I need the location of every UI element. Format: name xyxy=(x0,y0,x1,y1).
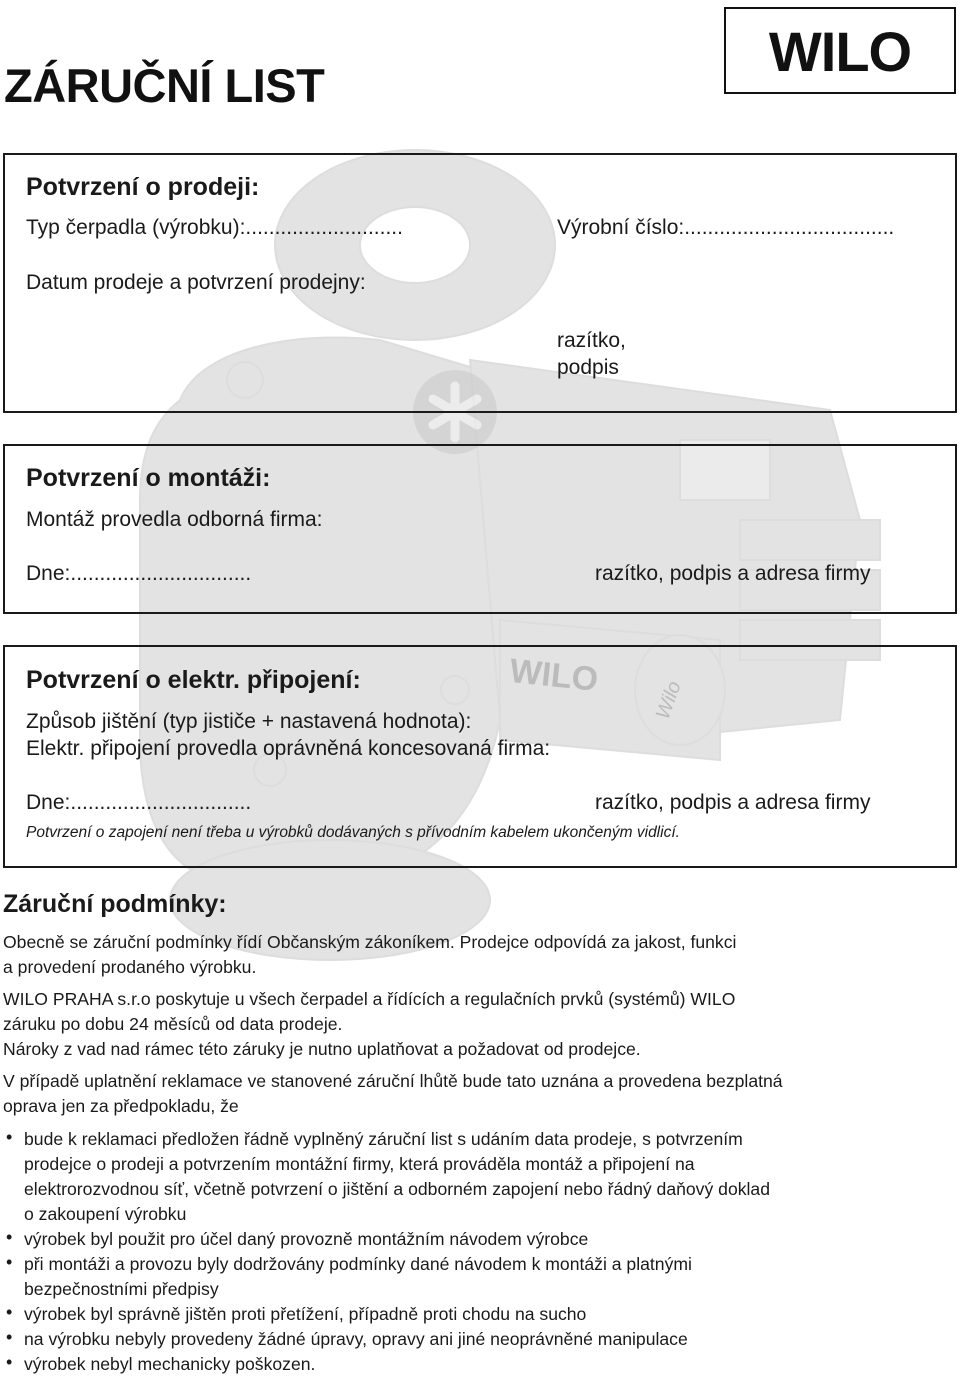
installation-date-field[interactable]: Dne:............................... xyxy=(26,562,252,585)
conditions-p2-line1: WILO PRAHA s.r.o poskytuje u všech čerpadel a řídících a regulačních prvků (systémů) WILO xyxy=(3,989,736,1009)
conditions-p2-line3: Nároky z vad nad rámec této záruky je nutno uplatňovat a požadovat od prodejce. xyxy=(3,1039,641,1059)
logo-text: WILO xyxy=(768,20,912,83)
conditions-p1-line2: a provedení prodaného výrobku. xyxy=(3,957,257,977)
bullet-5-marker: • xyxy=(6,1327,13,1347)
sale-stamp-label-2: podpis xyxy=(557,356,619,379)
electrical-date-field[interactable]: Dne:............................... xyxy=(26,791,252,814)
bullet-4-line1: výrobek byl správně jištěn proti přetížení, případně proti chodu na sucho xyxy=(24,1304,587,1324)
bullet-1-line3: elektrorozvodnou síť, včetně potvrzení o jištění a odborném zapojení nebo řádný daňový doklad xyxy=(24,1179,770,1199)
bullet-2-line1: výrobek byl použit pro účel daný provozně montážním návodem výrobce xyxy=(24,1229,589,1249)
bullet-2-marker: • xyxy=(6,1227,13,1247)
conditions-p3-line2: oprava jen za předpokladu, že xyxy=(3,1096,239,1116)
electrical-heading: Potvrzení o elektr. připojení: xyxy=(26,666,361,694)
bullet-3-line2: bezpečnostními předpisy xyxy=(24,1279,219,1299)
bullet-1-line4: o zakoupení výrobku xyxy=(24,1204,187,1224)
page-title: ZÁRUČNÍ LIST xyxy=(4,59,325,112)
conditions-p1-line1: Obecně se záruční podmínky řídí Občanským zákoníkem. Prodejce odpovídá za jakost, funkci xyxy=(3,932,737,952)
bullet-3-line1: při montáži a provozu byly dodržovány podmínky dané návodem k montáži a platnými xyxy=(24,1254,692,1274)
conditions-p3-line1: V případě uplatnění reklamace ve stanovené záruční lhůtě bude tato uznána a provedena bezplatná xyxy=(3,1071,783,1091)
wilo-logo xyxy=(724,7,956,94)
pump-watermark-label: WILO xyxy=(507,651,601,700)
sale-heading: Potvrzení o prodeji: xyxy=(26,173,260,201)
bullet-3-marker: • xyxy=(6,1252,13,1272)
sale-date-field[interactable]: Datum prodeje a potvrzení prodejny: xyxy=(26,271,366,294)
installation-company-field[interactable]: Montáž provedla odborná firma: xyxy=(26,508,323,531)
electrical-stamp-label: razítko, podpis a adresa firmy xyxy=(595,791,871,814)
bullet-1-marker: • xyxy=(6,1127,13,1147)
bullet-1-line1: bude k reklamaci předložen řádně vyplněný záruční list s udáním data prodeje, s potvrzením xyxy=(24,1129,743,1149)
protection-type-field[interactable]: Způsob jištění (typ jističe + nastavená hodnota): xyxy=(26,710,472,733)
electrical-note: Potvrzení o zapojení není třeba u výrobků dodávaných s přívodním kabelem ukončeným vidlicí. xyxy=(26,824,680,841)
sale-stamp-label-1: razítko, xyxy=(557,329,626,352)
installation-heading: Potvrzení o montáži: xyxy=(26,464,271,492)
bullet-5-line1: na výrobku nebyly provedeny žádné úpravy, opravy ani jiné neoprávněné manipulace xyxy=(24,1329,688,1349)
bullet-6-marker: • xyxy=(6,1352,13,1372)
electrical-company-field[interactable]: Elektr. připojení provedla oprávněná koncesovaná firma: xyxy=(26,737,551,760)
pump-type-field[interactable]: Typ čerpadla (výrobku):........................... xyxy=(26,216,403,239)
serial-number-field[interactable]: Výrobní číslo:.................................... xyxy=(557,216,895,239)
conditions-p2-line2: záruku po dobu 24 měsíců od data prodeje. xyxy=(3,1014,343,1034)
installation-stamp-label: razítko, podpis a adresa firmy xyxy=(595,562,871,585)
pump-badge-label: Wilo xyxy=(651,678,686,723)
conditions-heading: Záruční podmínky: xyxy=(3,890,227,918)
bullet-6-line1: výrobek nebyl mechanicky poškozen. xyxy=(24,1354,316,1374)
bullet-1-line2: prodejce o prodeji a potvrzením montážní firmy, která prováděla montáž a připojení na xyxy=(24,1154,695,1174)
bullet-4-marker: • xyxy=(6,1302,13,1322)
